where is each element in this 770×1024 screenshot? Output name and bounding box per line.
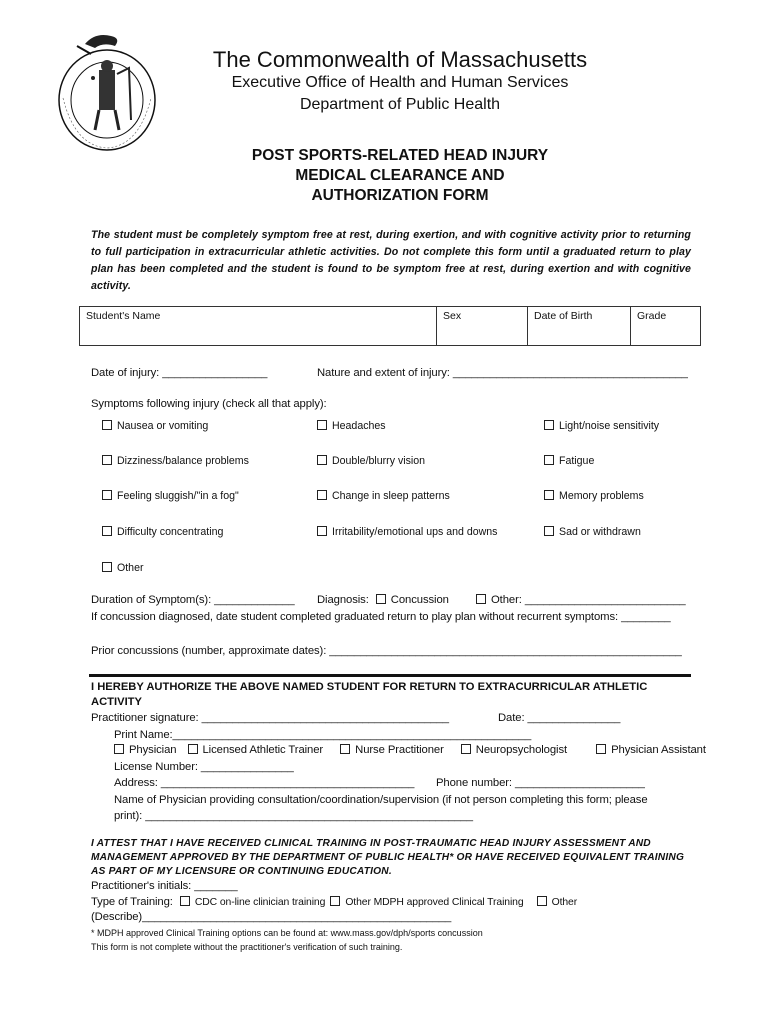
athletic-trainer-checkbox[interactable] xyxy=(188,744,198,754)
symptom-checkbox[interactable] xyxy=(102,526,223,538)
nature-of-injury-field[interactable]: Nature and extent of injury: ______________________________________ xyxy=(317,367,688,379)
checkbox-icon[interactable] xyxy=(102,526,112,536)
checkbox-icon[interactable] xyxy=(102,420,112,430)
footnote-verification: This form is not complete without the practitioner's verification of such training. xyxy=(91,942,403,952)
dob-field[interactable]: Date of Birth xyxy=(528,307,631,346)
checkbox-icon[interactable] xyxy=(102,455,112,465)
checkbox-icon[interactable] xyxy=(544,420,554,430)
symptom-label: Fatigue xyxy=(559,455,595,467)
grade-field[interactable]: Grade xyxy=(631,307,701,346)
other-diagnosis-field[interactable] xyxy=(476,594,686,606)
training-type-row xyxy=(91,896,577,908)
license-number-field[interactable]: License Number: _______________ xyxy=(114,761,294,773)
checkbox-icon[interactable] xyxy=(544,526,554,536)
symptom-checkbox[interactable] xyxy=(102,562,144,574)
sex-field[interactable]: Sex xyxy=(437,307,528,346)
practitioner-type-row xyxy=(114,744,706,756)
symptom-label: Sad or withdrawn xyxy=(559,526,641,538)
cdc-training-checkbox[interactable] xyxy=(180,896,190,906)
checkbox-icon[interactable] xyxy=(544,490,554,500)
physician-checkbox[interactable] xyxy=(114,744,124,754)
symptom-label: Other xyxy=(117,562,144,574)
symptom-label: Headaches xyxy=(332,420,386,432)
physician-assistant-checkbox[interactable] xyxy=(596,744,606,754)
physician-assistant-label: Physician Assistant xyxy=(611,744,706,756)
checkbox-icon[interactable] xyxy=(317,526,327,536)
symptom-label: Change in sleep patterns xyxy=(332,490,450,502)
symptoms-heading: Symptoms following injury (check all that apply): xyxy=(91,398,327,410)
symptom-checkbox[interactable] xyxy=(102,420,208,432)
supervising-physician-field[interactable]: print): _____________________________________________________ xyxy=(114,810,473,822)
print-name-field[interactable]: Print Name:__________________________________________________________ xyxy=(114,729,532,741)
concussion-checkbox[interactable] xyxy=(376,594,386,604)
other-training-checkbox[interactable] xyxy=(537,896,547,906)
authorization-statement: I HEREBY AUTHORIZE THE ABOVE NAMED STUDENT FOR RETURN TO EXTRACURRICULAR ATHLETIC ACTIVITY xyxy=(91,681,648,708)
symptom-label: Double/blurry vision xyxy=(332,455,426,467)
training-describe-field[interactable]: (Describe)__________________________________________________ xyxy=(91,911,452,923)
student-name-field[interactable]: Student's Name xyxy=(80,307,437,346)
form-title xyxy=(170,146,630,206)
footnote-training-link: * MDPH approved Clinical Training options can be found at: www.mass.gov/dph/sports concussion xyxy=(91,928,483,938)
training-type-label: Type of Training: xyxy=(91,896,173,908)
mdph-training-label: Other MDPH approved Clinical Training xyxy=(345,897,524,908)
other-diagnosis-checkbox[interactable] xyxy=(476,594,486,604)
symptom-label: Irritability/emotional ups and downs xyxy=(332,526,498,538)
symptom-label: Memory problems xyxy=(559,490,644,502)
prior-concussions-field[interactable]: Prior concussions (number, approximate dates): _________________________________________________________ xyxy=(91,645,682,657)
athletic-trainer-label: Licensed Athletic Trainer xyxy=(202,744,324,756)
massachusetts-seal xyxy=(55,28,159,152)
title-line-1: POST SPORTS-RELATED HEAD INJURY xyxy=(251,147,549,164)
date-of-injury-field[interactable]: Date of injury: _________________ xyxy=(91,367,268,379)
symptom-checkbox[interactable] xyxy=(544,420,659,432)
intro-paragraph: The student must be completely symptom free at rest, during exertion, and with cognitive activity prior to returning to full participation in extracurricular athletic activities. Do not complete this form until a graduated return to play plan has been completed and the student is found to be symptom free at rest, during exertion and with cognitive activity. xyxy=(91,229,691,292)
checkbox-icon[interactable] xyxy=(317,455,327,465)
concussion-label: Concussion xyxy=(390,594,449,606)
phone-number-field[interactable]: Phone number: _____________________ xyxy=(436,777,645,789)
symptom-checkbox[interactable] xyxy=(102,455,249,467)
symptom-label: Light/noise sensitivity xyxy=(559,420,660,432)
physician-label: Physician xyxy=(129,744,177,756)
cdc-training-label: CDC on-line clinician training xyxy=(194,897,326,908)
neuropsychologist-checkbox[interactable] xyxy=(461,744,471,754)
checkbox-icon[interactable] xyxy=(544,455,554,465)
checkbox-icon[interactable] xyxy=(317,490,327,500)
checkbox-icon[interactable] xyxy=(317,420,327,430)
duration-field[interactable]: Duration of Symptom(s): _____________ xyxy=(91,594,295,606)
diagnosis-label: Diagnosis: xyxy=(317,594,369,606)
nurse-practitioner-label: Nurse Practitioner xyxy=(355,744,444,756)
student-info-table xyxy=(79,306,701,346)
symptom-label: Feeling sluggish/"in a fog" xyxy=(117,490,239,502)
mdph-training-checkbox[interactable] xyxy=(330,896,340,906)
neuropsychologist-label: Neuropsychologist xyxy=(475,744,568,756)
other-training-label: Other xyxy=(551,897,578,908)
other-diagnosis-label: Other: __________________________ xyxy=(491,594,686,606)
header-office: Executive Office of Health and Human Services xyxy=(231,74,569,91)
symptom-checkbox[interactable] xyxy=(544,455,594,467)
symptom-label: Dizziness/balance problems xyxy=(117,455,249,467)
practitioner-signature-field[interactable]: Practitioner signature: ________________________________________ xyxy=(91,712,449,724)
section-divider xyxy=(89,674,691,677)
diagnosis-group xyxy=(317,594,449,606)
attestation-statement: I ATTEST THAT I HAVE RECEIVED CLINICAL TRAINING IN POST-TRAUMATIC HEAD INJURY ASSESSMENT AND MANAGEMENT APPROVED BY THE DEPARTMENT OF PUBLIC HEALTH* OR HAVE RECEIVED EQUIVALENT TRAINING AS PART OF MY LICENSURE OR CONTINUING EDUCATION. xyxy=(91,838,685,877)
title-line-2: MEDICAL CLEARANCE AND xyxy=(295,167,505,184)
signature-date-field[interactable]: Date: _______________ xyxy=(498,712,621,724)
symptom-checkbox[interactable] xyxy=(317,455,425,467)
symptom-checkbox[interactable] xyxy=(102,490,239,502)
header-department: Department of Public Health xyxy=(299,96,501,113)
graduated-return-field[interactable]: If concussion diagnosed, date student completed graduated return to play plan without recurrent symptoms: ________ xyxy=(91,611,671,623)
symptom-checkbox[interactable] xyxy=(317,420,386,432)
practitioner-initials-field[interactable]: Practitioner's initials: _______ xyxy=(91,880,238,892)
symptom-checkbox[interactable] xyxy=(544,526,641,538)
symptom-checkbox[interactable] xyxy=(544,490,644,502)
header-state: The Commonwealth of Massachusetts xyxy=(212,47,588,72)
symptom-label: Nausea or vomiting xyxy=(117,420,209,432)
checkbox-icon[interactable] xyxy=(102,562,112,572)
symptom-label: Difficulty concentrating xyxy=(117,526,224,538)
supervising-physician-label: Name of Physician providing consultation/coordination/supervision (if not person completing this form; please xyxy=(114,794,648,806)
checkbox-icon[interactable] xyxy=(102,490,112,500)
title-line-3: AUTHORIZATION FORM xyxy=(311,187,489,204)
address-field[interactable]: Address: _________________________________________ xyxy=(114,777,415,789)
symptom-checkbox[interactable] xyxy=(317,490,450,502)
symptom-checkbox[interactable] xyxy=(317,526,497,538)
nurse-practitioner-checkbox[interactable] xyxy=(340,744,350,754)
